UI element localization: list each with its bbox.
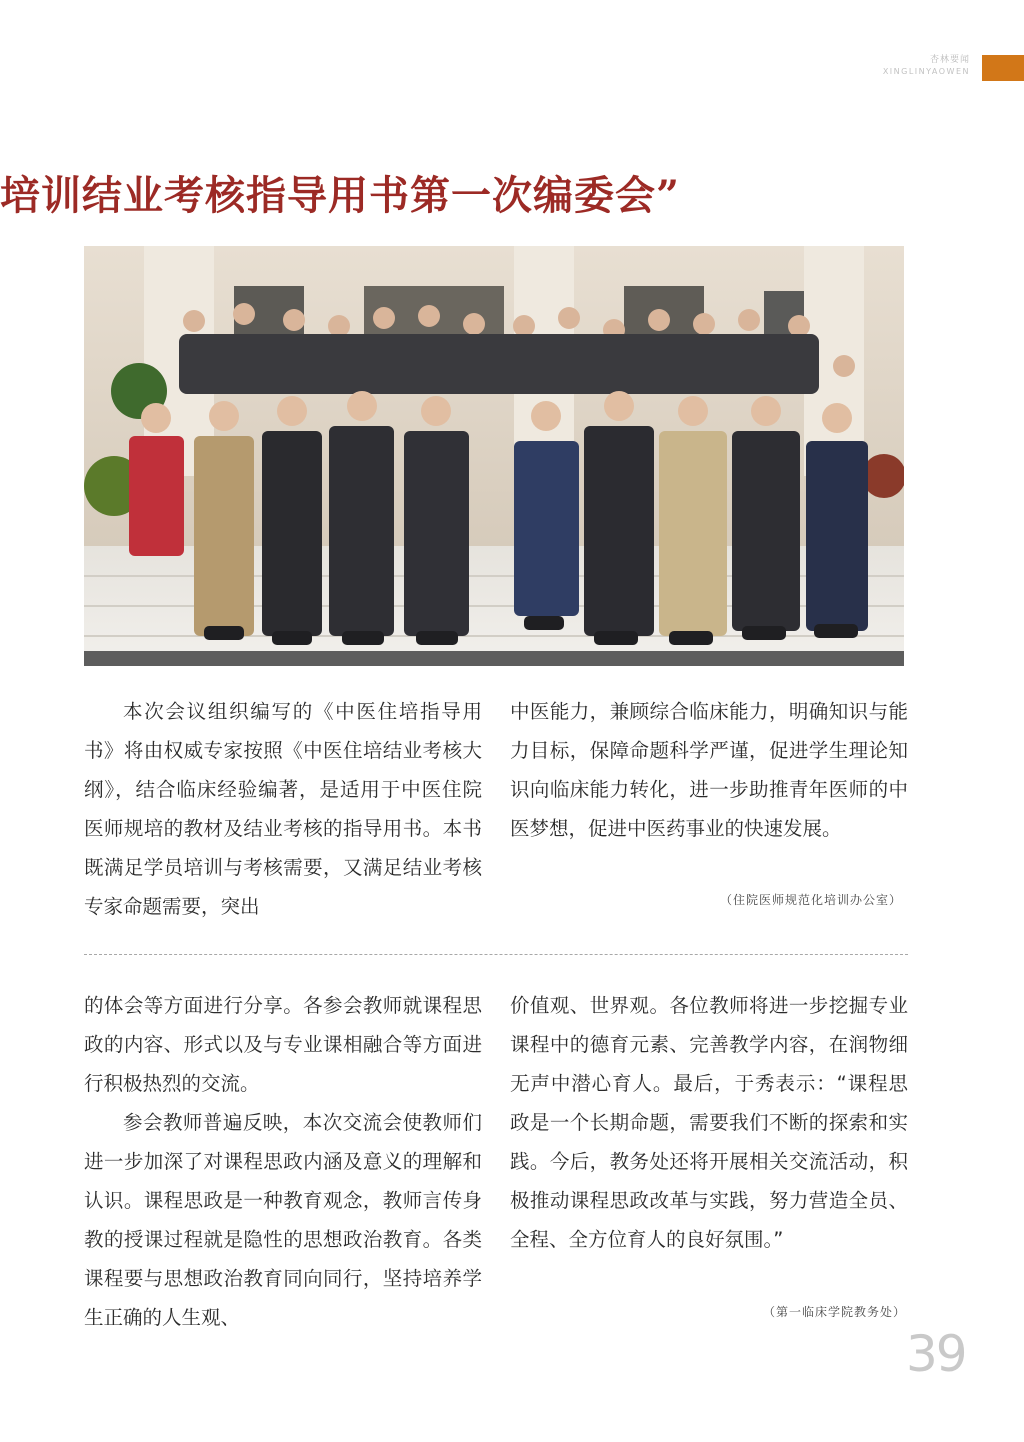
article-top-source: （住院医师规范化培训办公室） [719, 893, 902, 907]
header-accent-tab [982, 55, 1024, 81]
article-bottom-column-2 [510, 986, 908, 1259]
paragraph: 本次会议组织编写的《中医住培指导用书》将由权威专家按照《中医住培结业考核大纲》，结合临床经验编著，是适用于中医住院医师规培的教材及结业考核的指导用书。本书既满足学员培训与考核需要，又满足结业考核专家命题需要，突出 [84, 700, 482, 918]
article-top-column-1 [84, 692, 482, 926]
group-photo-icon [84, 246, 904, 666]
brand-cn: 杏林要闻 [929, 55, 970, 65]
article-bottom-source: （第一临床学院教务处） [762, 1305, 906, 1319]
paragraph: 的体会等方面进行分享。各参会教师就课程思政的内容、形式以及与专业课相融合等方面进行积极热烈的交流。 [84, 994, 482, 1095]
paragraph: 中医能力，兼顾综合临床能力，明确知识与能力目标，保障命题科学严谨，促进学生理论知识向临床能力转化，进一步助推青年医师的中医梦想，促进中医药事业的快速发展。 [510, 700, 908, 840]
brand-en: XINGLINYAOWEN [882, 67, 970, 76]
group-photo [84, 246, 904, 666]
paragraph: 参会教师普遍反映，本次交流会使教师们进一步加深了对课程思政内涵及意义的理解和认识。课程思政是一种教育观念，教师言传身教的授课过程就是隐性的思想政治教育。各类课程要与思想政治教育同向同行，坚持培养学生正确的人生观、 [84, 1111, 482, 1329]
page-number: 39 [906, 1325, 966, 1383]
article-bottom-column-1 [84, 986, 482, 1337]
article-title: 培训结业考核指导用书第一次编委会” [0, 172, 680, 219]
header-brand [883, 54, 970, 78]
section-divider [84, 954, 908, 955]
paragraph: 价值观、世界观。各位教师将进一步挖掘专业课程中的德育元素、完善教学内容，在润物细无声中潜心育人。最后，于秀表示：“课程思政是一个长期命题，需要我们不断的探索和实践。今后，教务处还将开展相关交流活动，积极推动课程思政改革与实践，努力营造全员、全程、全方位育人的良好氛围。” [510, 994, 908, 1251]
article-top-column-2 [510, 692, 908, 848]
